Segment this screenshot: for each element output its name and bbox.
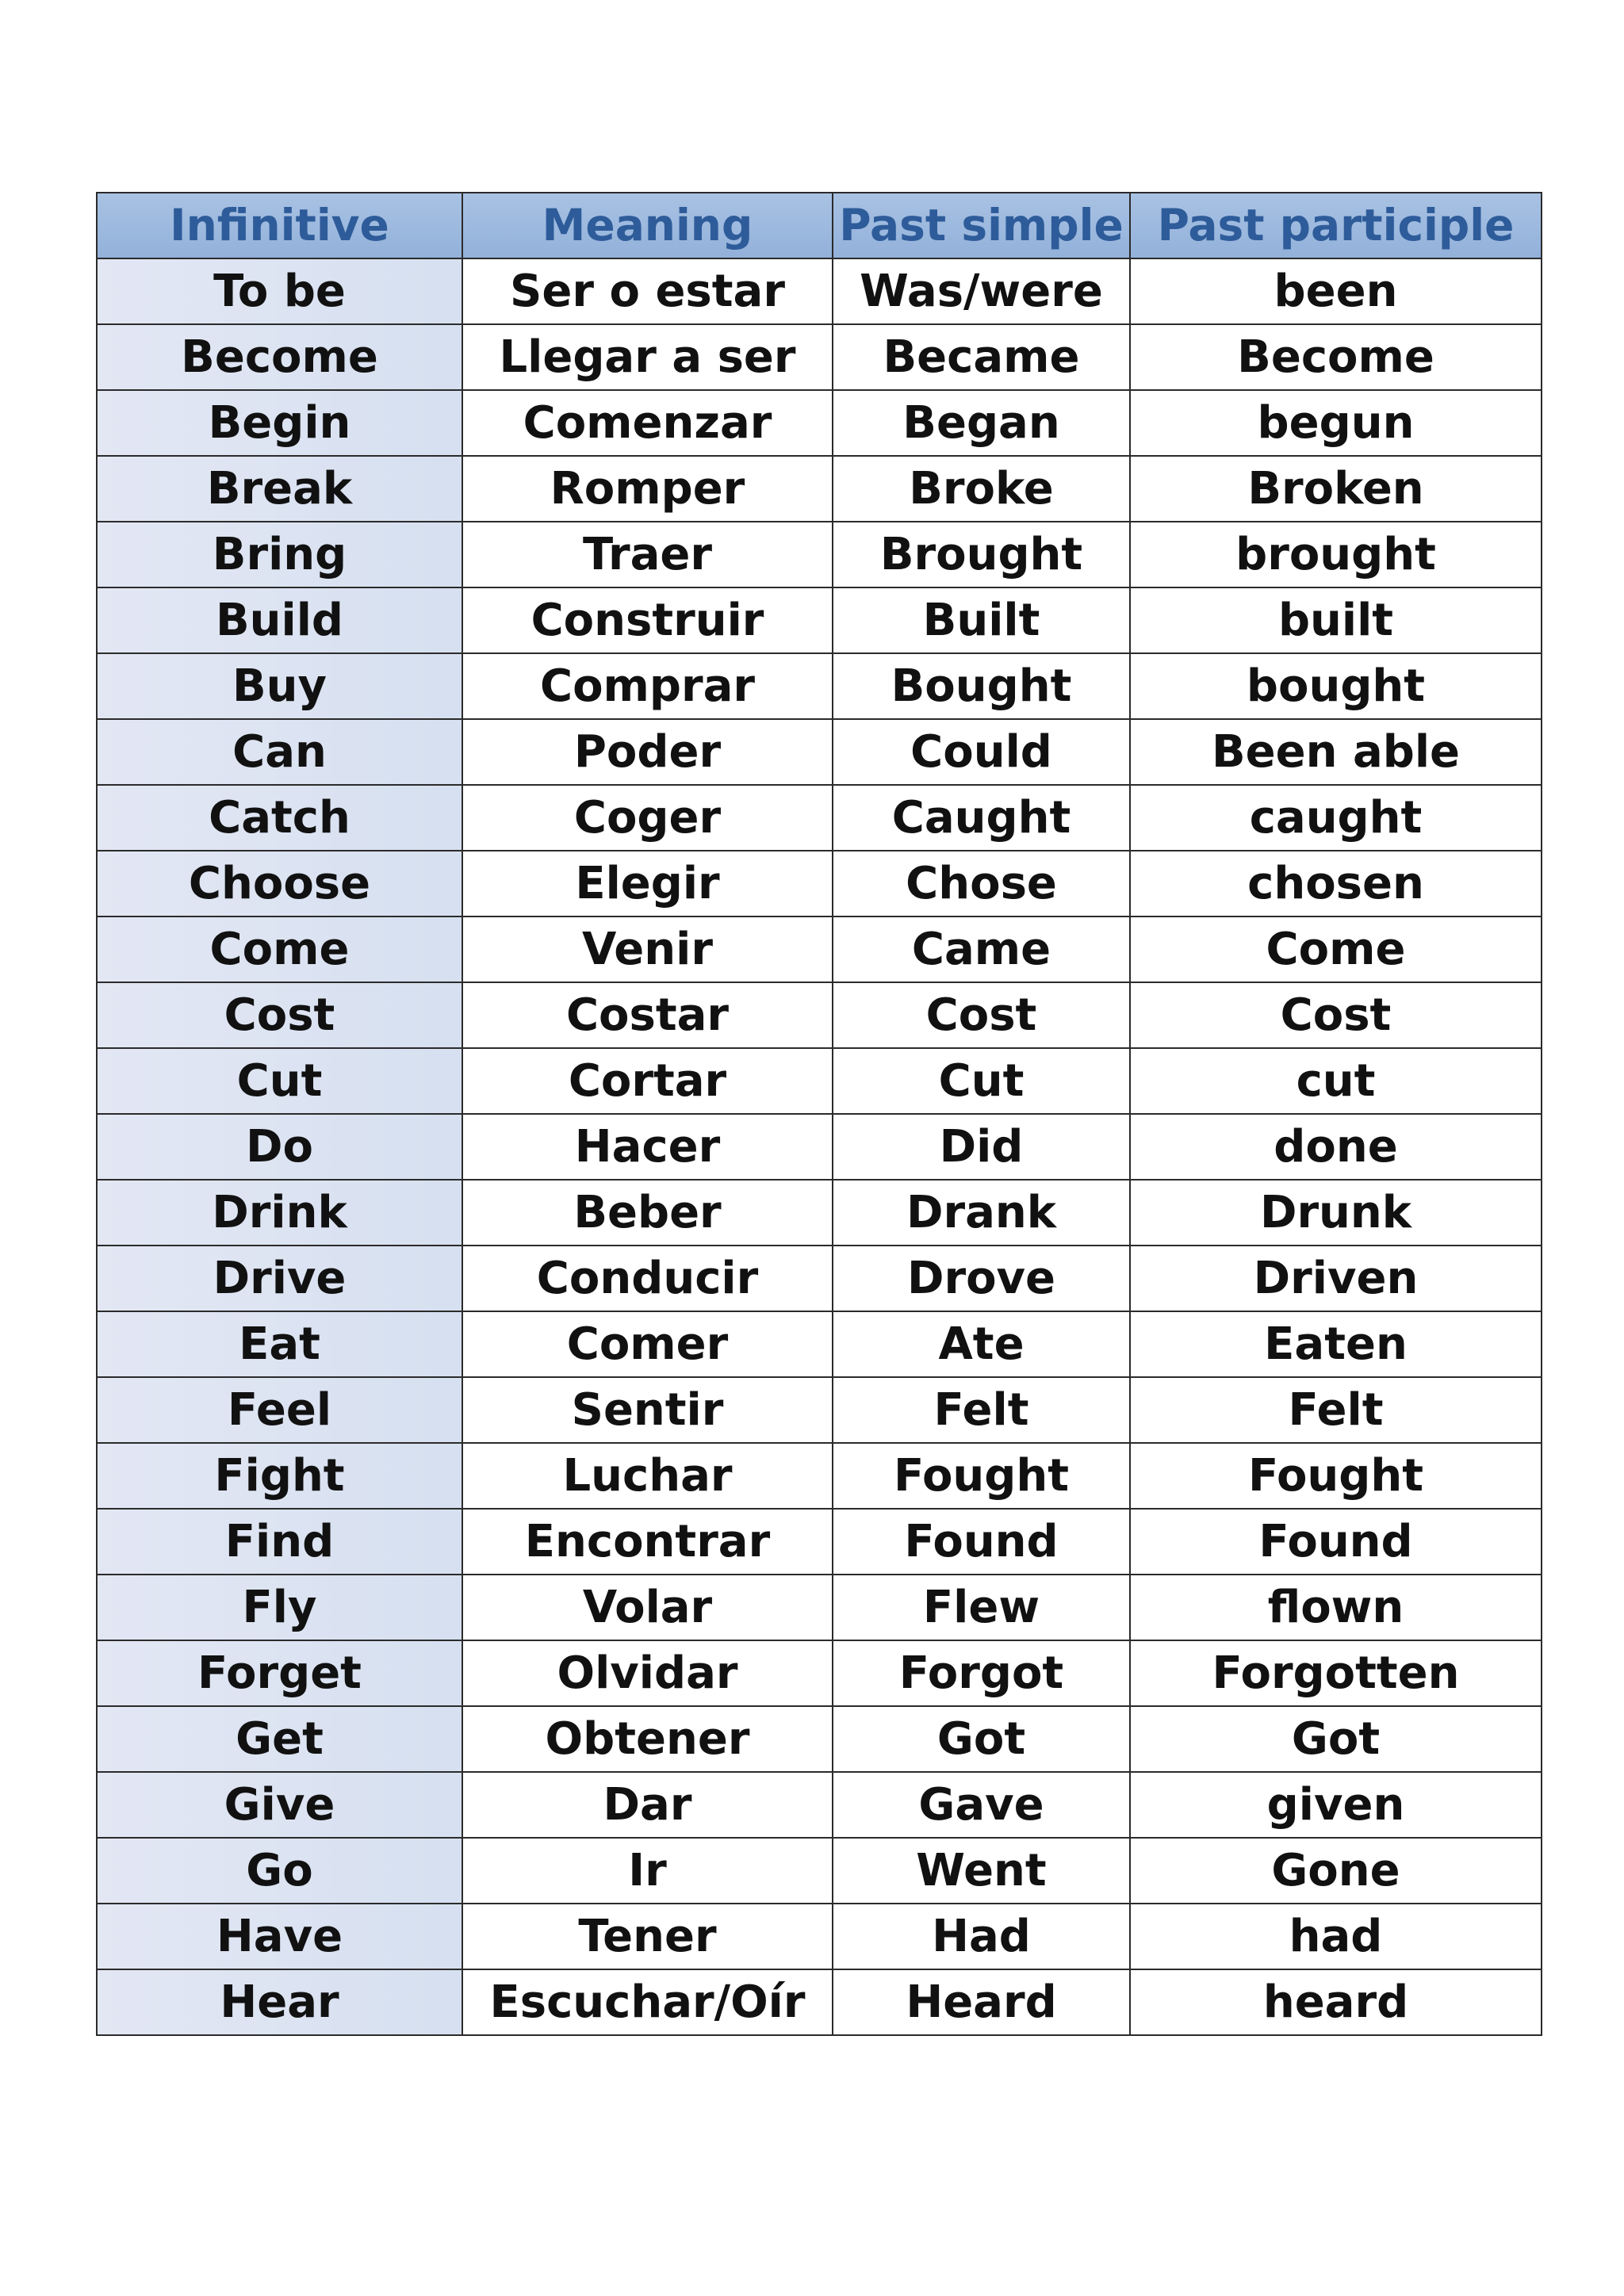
cell-past-simple: Felt bbox=[833, 1377, 1130, 1443]
table-row bbox=[97, 587, 1542, 653]
cell-infinitive: Choose bbox=[97, 851, 462, 916]
cell-meaning: Tener bbox=[462, 1904, 833, 1969]
cell-past-simple: Cut bbox=[833, 1048, 1130, 1114]
table-row bbox=[97, 1838, 1542, 1904]
cell-infinitive: Drive bbox=[97, 1246, 462, 1311]
table-row bbox=[97, 851, 1542, 916]
cell-past-simple: Came bbox=[833, 916, 1130, 982]
table-row bbox=[97, 1246, 1542, 1311]
cell-meaning: Comenzar bbox=[462, 390, 833, 456]
cell-meaning: Costar bbox=[462, 982, 833, 1048]
cell-past-participle: Fought bbox=[1130, 1443, 1542, 1509]
cell-meaning: Venir bbox=[462, 916, 833, 982]
table-row bbox=[97, 390, 1542, 456]
cell-infinitive: Buy bbox=[97, 653, 462, 719]
cell-meaning: Dar bbox=[462, 1772, 833, 1838]
cell-past-participle: Broken bbox=[1130, 456, 1542, 522]
table-row bbox=[97, 1048, 1542, 1114]
cell-past-simple: Drove bbox=[833, 1246, 1130, 1311]
cell-past-participle: done bbox=[1130, 1114, 1542, 1180]
cell-infinitive: Go bbox=[97, 1838, 462, 1904]
cell-past-simple: Began bbox=[833, 390, 1130, 456]
table-row bbox=[97, 1904, 1542, 1969]
cell-infinitive: To be bbox=[97, 258, 462, 324]
cell-past-simple: Could bbox=[833, 719, 1130, 785]
cell-past-simple: Forgot bbox=[833, 1640, 1130, 1706]
cell-past-simple: Brought bbox=[833, 522, 1130, 587]
cell-past-simple: Went bbox=[833, 1838, 1130, 1904]
cell-past-participle: been bbox=[1130, 258, 1542, 324]
cell-past-simple: Found bbox=[833, 1509, 1130, 1575]
cell-infinitive: Find bbox=[97, 1509, 462, 1575]
cell-infinitive: Do bbox=[97, 1114, 462, 1180]
table-row bbox=[97, 1114, 1542, 1180]
cell-infinitive: Cut bbox=[97, 1048, 462, 1114]
cell-past-participle: begun bbox=[1130, 390, 1542, 456]
table-row bbox=[97, 1311, 1542, 1377]
cell-past-participle: Found bbox=[1130, 1509, 1542, 1575]
cell-past-simple: Chose bbox=[833, 851, 1130, 916]
cell-meaning: Encontrar bbox=[462, 1509, 833, 1575]
table-row bbox=[97, 916, 1542, 982]
table-row bbox=[97, 1509, 1542, 1575]
cell-meaning: Olvidar bbox=[462, 1640, 833, 1706]
cell-meaning: Romper bbox=[462, 456, 833, 522]
cell-past-simple: Heard bbox=[833, 1969, 1130, 2035]
header-row bbox=[97, 193, 1542, 258]
cell-past-participle: Gone bbox=[1130, 1838, 1542, 1904]
cell-meaning: Escuchar/Oír bbox=[462, 1969, 833, 2035]
cell-past-participle: Become bbox=[1130, 324, 1542, 390]
cell-past-participle: Felt bbox=[1130, 1377, 1542, 1443]
cell-infinitive: Give bbox=[97, 1772, 462, 1838]
cell-meaning: Poder bbox=[462, 719, 833, 785]
header-past-simple: Past simple bbox=[833, 193, 1130, 258]
cell-infinitive: Forget bbox=[97, 1640, 462, 1706]
cell-past-participle: caught bbox=[1130, 785, 1542, 851]
cell-meaning: Llegar a ser bbox=[462, 324, 833, 390]
cell-meaning: Sentir bbox=[462, 1377, 833, 1443]
table-row bbox=[97, 1640, 1542, 1706]
table-row bbox=[97, 1772, 1542, 1838]
table-row bbox=[97, 258, 1542, 324]
cell-infinitive: Cost bbox=[97, 982, 462, 1048]
cell-infinitive: Hear bbox=[97, 1969, 462, 2035]
cell-infinitive: Catch bbox=[97, 785, 462, 851]
cell-meaning: Obtener bbox=[462, 1706, 833, 1772]
cell-infinitive: Eat bbox=[97, 1311, 462, 1377]
header-meaning: Meaning bbox=[462, 193, 833, 258]
cell-past-simple: Was/were bbox=[833, 258, 1130, 324]
cell-past-simple: Caught bbox=[833, 785, 1130, 851]
cell-infinitive: Come bbox=[97, 916, 462, 982]
cell-infinitive: Build bbox=[97, 587, 462, 653]
cell-meaning: Hacer bbox=[462, 1114, 833, 1180]
cell-past-simple: Had bbox=[833, 1904, 1130, 1969]
table-row bbox=[97, 1706, 1542, 1772]
cell-past-participle: given bbox=[1130, 1772, 1542, 1838]
cell-past-participle: flown bbox=[1130, 1575, 1542, 1640]
cell-meaning: Volar bbox=[462, 1575, 833, 1640]
cell-infinitive: Drink bbox=[97, 1180, 462, 1246]
cell-meaning: Coger bbox=[462, 785, 833, 851]
cell-infinitive: Begin bbox=[97, 390, 462, 456]
cell-infinitive: Can bbox=[97, 719, 462, 785]
cell-meaning: Traer bbox=[462, 522, 833, 587]
cell-past-participle: chosen bbox=[1130, 851, 1542, 916]
cell-past-simple: Did bbox=[833, 1114, 1130, 1180]
cell-past-participle: Got bbox=[1130, 1706, 1542, 1772]
cell-past-simple: Drank bbox=[833, 1180, 1130, 1246]
cell-past-simple: Ate bbox=[833, 1311, 1130, 1377]
cell-past-simple: Gave bbox=[833, 1772, 1130, 1838]
cell-infinitive: Fly bbox=[97, 1575, 462, 1640]
cell-infinitive: Have bbox=[97, 1904, 462, 1969]
cell-past-simple: Cost bbox=[833, 982, 1130, 1048]
table-body bbox=[97, 258, 1542, 2035]
table-row bbox=[97, 1969, 1542, 2035]
cell-infinitive: Break bbox=[97, 456, 462, 522]
cell-infinitive: Bring bbox=[97, 522, 462, 587]
cell-meaning: Ir bbox=[462, 1838, 833, 1904]
cell-past-participle: Driven bbox=[1130, 1246, 1542, 1311]
cell-past-participle: bought bbox=[1130, 653, 1542, 719]
cell-past-simple: Broke bbox=[833, 456, 1130, 522]
cell-past-simple: Got bbox=[833, 1706, 1130, 1772]
irregular-verbs-table bbox=[96, 192, 1542, 2036]
cell-past-participle: Forgotten bbox=[1130, 1640, 1542, 1706]
cell-meaning: Comer bbox=[462, 1311, 833, 1377]
cell-infinitive: Become bbox=[97, 324, 462, 390]
table-row bbox=[97, 1377, 1542, 1443]
cell-past-participle: brought bbox=[1130, 522, 1542, 587]
cell-meaning: Beber bbox=[462, 1180, 833, 1246]
cell-past-simple: Built bbox=[833, 587, 1130, 653]
cell-meaning: Construir bbox=[462, 587, 833, 653]
cell-past-simple: Became bbox=[833, 324, 1130, 390]
cell-infinitive: Get bbox=[97, 1706, 462, 1772]
table-row bbox=[97, 1443, 1542, 1509]
table-header bbox=[97, 193, 1542, 258]
table-row bbox=[97, 653, 1542, 719]
cell-past-participle: Drunk bbox=[1130, 1180, 1542, 1246]
table-row bbox=[97, 1575, 1542, 1640]
cell-past-simple: Fought bbox=[833, 1443, 1130, 1509]
cell-infinitive: Fight bbox=[97, 1443, 462, 1509]
header-past-participle: Past participle bbox=[1130, 193, 1542, 258]
cell-past-participle: Come bbox=[1130, 916, 1542, 982]
table-row bbox=[97, 785, 1542, 851]
cell-past-participle: Been able bbox=[1130, 719, 1542, 785]
cell-meaning: Ser o estar bbox=[462, 258, 833, 324]
table-row bbox=[97, 324, 1542, 390]
cell-meaning: Cortar bbox=[462, 1048, 833, 1114]
table-row bbox=[97, 982, 1542, 1048]
cell-past-participle: built bbox=[1130, 587, 1542, 653]
cell-past-participle: Cost bbox=[1130, 982, 1542, 1048]
cell-meaning: Comprar bbox=[462, 653, 833, 719]
cell-infinitive: Feel bbox=[97, 1377, 462, 1443]
table-row bbox=[97, 719, 1542, 785]
cell-meaning: Elegir bbox=[462, 851, 833, 916]
cell-meaning: Conducir bbox=[462, 1246, 833, 1311]
cell-past-participle: had bbox=[1130, 1904, 1542, 1969]
table-row bbox=[97, 456, 1542, 522]
cell-meaning: Luchar bbox=[462, 1443, 833, 1509]
cell-past-participle: heard bbox=[1130, 1969, 1542, 2035]
cell-past-simple: Flew bbox=[833, 1575, 1130, 1640]
table-row bbox=[97, 1180, 1542, 1246]
cell-past-participle: Eaten bbox=[1130, 1311, 1542, 1377]
header-infinitive: Infinitive bbox=[97, 193, 462, 258]
cell-past-simple: Bought bbox=[833, 653, 1130, 719]
cell-past-participle: cut bbox=[1130, 1048, 1542, 1114]
table-row bbox=[97, 522, 1542, 587]
